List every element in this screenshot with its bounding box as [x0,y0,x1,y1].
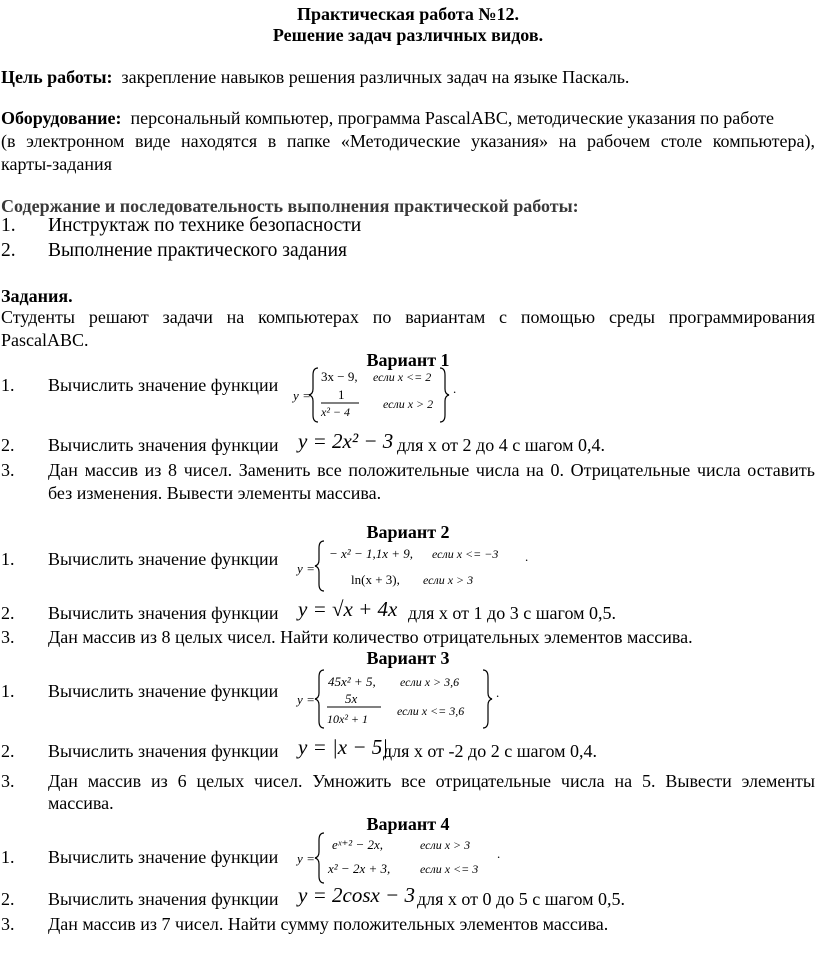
variant-1-title: Вариант 1 [366,350,450,370]
left-brace [315,670,324,728]
page-subtitle: Решение задач различных видов. [272,25,544,45]
variant-2-item-1 [1,548,279,571]
left-brace [315,541,324,591]
variant-3-item-2-tail: для х от -2 до 2 с шагом 0,4. [383,741,598,761]
item-text: Вычислить значения функции [48,889,279,909]
variant-4-function-formula [298,883,415,908]
condition-2: если x <= 3,6 [397,704,465,718]
content-item-text: Инструктаж по технике безопасности [48,215,362,236]
case-2: x² − 2x + 3, [328,861,391,876]
formula-eq: = [303,388,311,403]
goal-text: закрепление навыков решения различных задач на языке Паскаль. [121,67,630,87]
formula-y: y [297,692,303,707]
item-num: 1. [1,549,15,569]
case-1: 45x² + 5, [328,674,376,689]
item-text: Дан массив из 8 целых чисел. Найти количество отрицательных элементов массива. [48,627,693,647]
variant-3-item-3-text-2: массива. [48,793,114,813]
item-text: Вычислить значение функции [48,549,279,569]
content-item-num: 1. [1,215,16,236]
equipment-line-2: (в электронном виде находятся в папке «Методические указания» на рабочем столе компьютера), [1,131,815,151]
page-title: Практическая работа №12. [297,4,519,24]
content-item-2 [1,240,348,262]
tasks-intro-line-1: Студенты решают задачи на компьютерах по вариантам с помощью среды программирования [1,307,815,327]
item-text: Вычислить значения функции [48,603,279,623]
item-num: 3. [1,460,15,480]
variant-1-piecewise-formula [285,365,465,425]
variant-2-item-3 [1,626,693,649]
variant-1-function-formula [298,429,393,454]
item-num: 2. [1,435,15,455]
item-text: Вычислить значение функции [48,847,279,867]
right-brace [440,368,449,422]
variant-3-item-3 [1,770,15,793]
item-num: 3. [1,771,15,791]
right-brace [483,670,492,728]
variant-2-piecewise-formula [287,538,532,594]
equipment-line-1 [1,107,815,130]
variant-3-item-2 [1,740,279,763]
formula-eq: = [307,851,315,866]
variant-2-item-2-tail: для х от 1 до 3 с шагом 0,5. [408,603,617,623]
variant-2-title: Вариант 2 [366,522,450,542]
case-1: − x² − 1,1x + 9, [329,546,414,561]
item-num: 3. [1,914,15,934]
item-num: 2. [1,741,15,761]
variant-4-item-3 [1,913,609,936]
equipment-line-3: карты-задания [1,154,112,174]
item-num: 2. [1,889,15,909]
formula-y: y [297,851,303,866]
tasks-intro-line-2: PascalABC. [1,330,89,350]
formula-text: y = |x − 5| [298,735,389,759]
left-brace [309,368,318,422]
fraction-denominator: 10x² + 1 [327,712,369,726]
item-num: 2. [1,603,15,623]
formula-eq: = [307,692,315,707]
formula-y: y [297,561,303,576]
formula-text: y = √x + 4x [298,597,398,621]
variant-2-item-2 [1,602,279,625]
item-text: Вычислить значение функции [48,681,279,701]
item-num: 1. [1,375,15,395]
formula-dot: . [497,846,501,861]
fraction-numerator: 5x [345,691,358,706]
formula-text: y = 2x² − 3 [298,429,394,453]
variant-1-item-1 [1,374,279,397]
item-text: Дан массив из 7 чисел. Найти сумму положительных элементов массива. [48,914,609,934]
condition-1: если x <= 2 [373,370,432,384]
variant-4-piecewise-formula [287,830,509,886]
case-2: ln(x + 3), [351,572,400,587]
variant-1-item-3-text-2: без изменения. Вывести элементы массива. [48,483,382,503]
formula-text: y = 2cosx − 3 [298,883,415,907]
formula-dot: . [525,549,529,564]
formula-eq: = [307,561,315,576]
formula-dot: . [453,381,457,396]
condition-2: если x <= 3 [420,862,479,876]
variant-4-item-1 [1,846,279,869]
goal-label: Цель работы: [1,67,113,87]
condition-1: если x <= −3 [432,547,499,561]
condition-1: если x > 3,6 [400,675,460,689]
variant-1-item-3-text: Дан массив из 8 чисел. Заменить все положительные числа на 0. Отрицательные числа оставить [48,460,815,480]
item-num: 1. [1,847,15,867]
variant-1-item-3 [1,459,15,482]
tasks-heading: Задания. [1,286,73,306]
variant-4-item-2-tail: для х от 0 до 5 с шагом 0,5. [417,889,626,909]
variant-2-function-formula [298,597,397,622]
variant-1-item-2-tail: для х от 2 до 4 с шагом 0,4. [397,435,606,455]
item-num: 1. [1,681,15,701]
equipment-label: Оборудование: [1,108,122,128]
item-num: 3. [1,627,15,647]
fraction-denominator: x² − 4 [321,405,351,419]
variant-4-item-2 [1,888,279,911]
variant-3-item-1 [1,680,279,703]
formula-y: y [293,388,299,403]
variant-3-piecewise-formula [287,667,509,733]
variant-1-item-2 [1,434,279,457]
item-text: Вычислить значения функции [48,435,279,455]
content-item-text: Выполнение практического задания [48,240,348,261]
content-item-1 [1,215,362,237]
variant-3-function-formula [298,735,388,760]
variant-3-item-3-text: Дан массив из 6 целых чисел. Умножить все отрицательные числа на 5. Вывести элементы [48,771,815,791]
goal-paragraph [1,66,629,89]
item-text: Вычислить значения функции [48,741,279,761]
case-1: eˣ⁺² − 2x, [332,837,383,852]
variant-4-title: Вариант 4 [366,814,450,834]
variant-3-title: Вариант 3 [366,648,450,668]
case-1: 3x − 9, [321,369,358,384]
item-text: Вычислить значение функции [48,375,279,395]
equipment-text-1: персональный компьютер, программа PascalABC, методические указания по работе [130,108,775,128]
left-brace [315,833,324,883]
formula-dot: . [496,685,500,700]
fraction-numerator: 1 [338,387,345,402]
content-item-num: 2. [1,240,16,261]
content-heading: Содержание и последовательность выполнения практической работы: [1,196,579,216]
condition-2: если x > 3 [423,573,474,587]
condition-2: если x > 2 [383,397,434,411]
condition-1: если x > 3 [420,838,471,852]
